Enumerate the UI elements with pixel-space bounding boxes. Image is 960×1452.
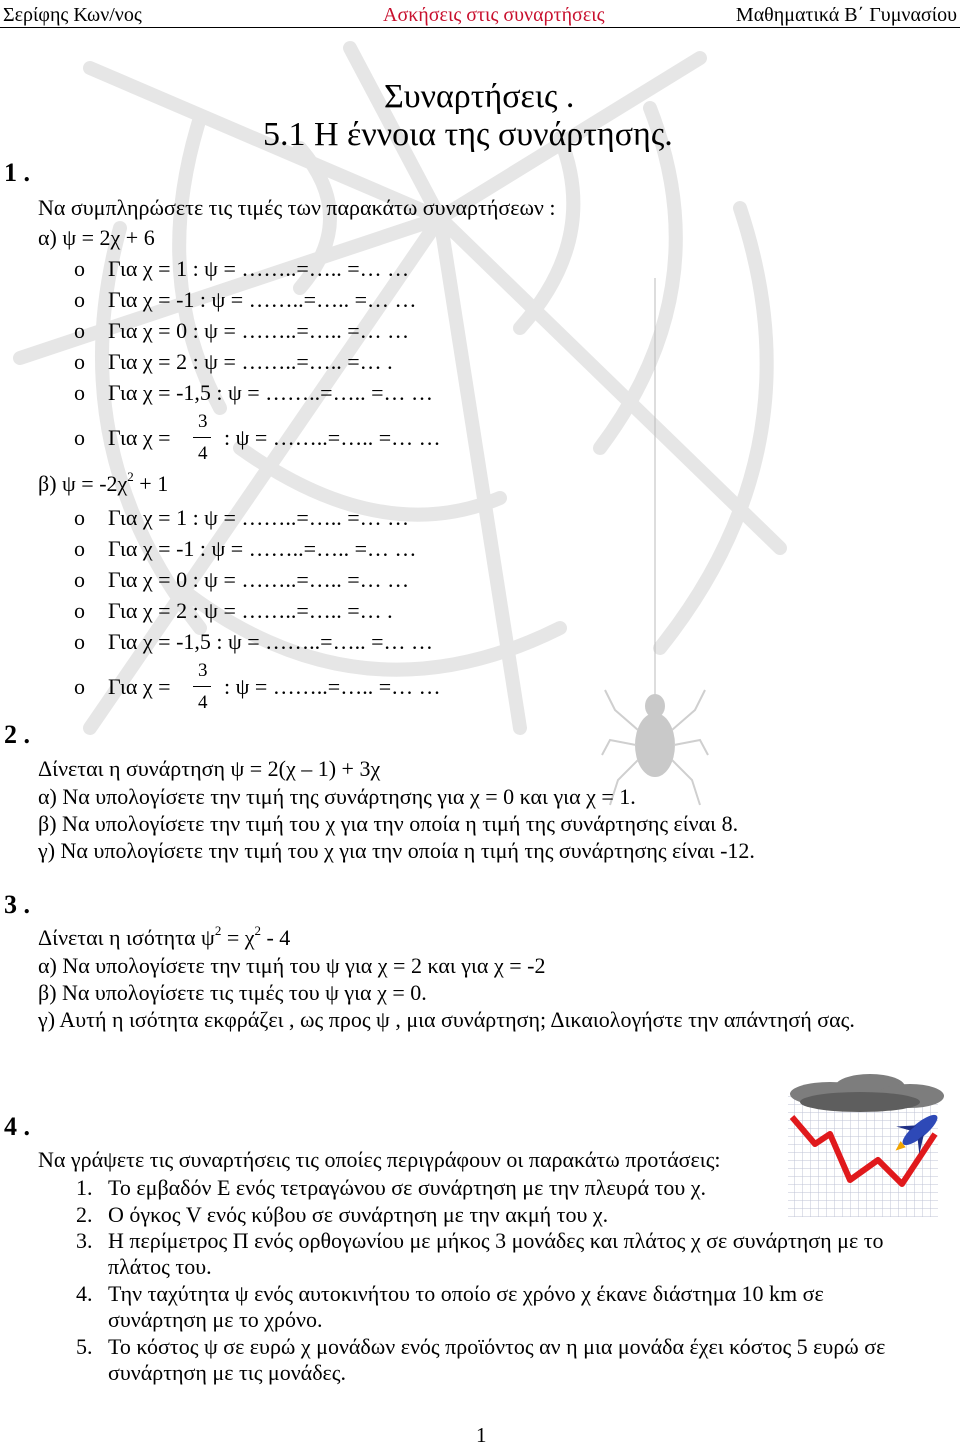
list-item: Για χ = -1 : ψ = ……..=….. =… …: [108, 536, 417, 561]
exercise-4-number: 4 .: [4, 1112, 30, 1141]
fraction-bar: [193, 437, 211, 438]
rising-graph-clipart: [770, 1072, 950, 1222]
exercise-3-part-a: α) Να υπολογίσετε την τιμή του ψ για χ = 2 και για χ = -2: [38, 953, 546, 978]
fraction-item-suffix: : ψ = ……..=….. =… …: [224, 425, 441, 450]
exercise-2-part-c: γ) Να υπολογίσετε την τιμή του χ για την οποία η τιμή της συνάρτησης είναι -12.: [38, 838, 755, 863]
header-topic: Ασκήσεις στις συναρτήσεις: [383, 4, 605, 26]
list-bullet: o: [74, 505, 85, 530]
list-item-continuation: πλάτος του.: [108, 1254, 212, 1279]
list-bullet: o: [74, 425, 85, 450]
list-bullet: o: [74, 256, 85, 281]
header-divider: [0, 27, 960, 28]
list-item: Για χ = 0 : ψ = ……..=….. =… …: [108, 318, 410, 343]
exercise-2-given: Δίνεται η συνάρτηση ψ = 2(χ – 1) + 3χ: [38, 756, 381, 781]
list-number: 3.: [76, 1228, 93, 1253]
fraction-item-prefix: Για χ =: [108, 425, 171, 450]
fraction-denominator: 4: [198, 443, 208, 464]
list-item: Για χ = 0 : ψ = ……..=….. =… …: [108, 567, 410, 592]
list-item: Για χ = -1,5 : ψ = ……..=….. =… …: [108, 380, 433, 405]
list-item: Για χ = -1,5 : ψ = ……..=….. =… …: [108, 629, 433, 654]
list-bullet: o: [74, 380, 85, 405]
list-item: Η περίμετρος Π ενός ορθογωνίου με μήκος 3 μονάδες και πλάτος χ σε συνάρτηση με το: [108, 1228, 884, 1253]
exercise-2-number: 2 .: [4, 720, 30, 749]
section-title: 5.1 Η έννοια της συνάρτησης.: [263, 116, 673, 153]
list-number: 4.: [76, 1281, 93, 1306]
exercise-1-b-label: β) $\psi = -2\chi^2 + 1$: [38, 469, 169, 496]
header-course: Μαθηματικά Β΄ Γυμνασίου: [735, 4, 957, 26]
fraction-numerator: 3: [198, 411, 208, 432]
exercise-2-part-b: β) Να υπολογίσετε την τιμή του χ για την οποία η τιμή της συνάρτησης είναι 8.: [38, 811, 739, 836]
fraction-numerator: 3: [198, 660, 208, 681]
exercise-2-part-a: α) Να υπολογίσετε την τιμή της συνάρτησης για χ = 0 και για χ = 1.: [38, 784, 636, 809]
list-bullet: o: [74, 287, 85, 312]
exercise-3-part-b: β) Να υπολογίσετε τις τιμές του ψ για χ = 0.: [38, 980, 427, 1005]
list-bullet: o: [74, 536, 85, 561]
exercise-4-prompt: Να γράψετε τις συναρτήσεις τις οποίες περιγράφουν οι παρακάτω προτάσεις:: [38, 1147, 721, 1172]
exercise-3-given: Δίνεται η ισότητα $\psi^2 = \chi^2 - 4$: [38, 923, 291, 950]
header-author: Σερίφης Κων/νος: [3, 4, 142, 26]
exercise-3-part-c: γ) Αυτή η ισότητα εκφράζει , ως προς ψ , μια συνάρτηση; Δικαιολογήστε την απάντησή σας.: [38, 1007, 855, 1032]
list-bullet: o: [74, 629, 85, 654]
list-item: Ο όγκος V ενός κύβου σε συνάρτηση με την ακμή του χ.: [108, 1202, 609, 1227]
fraction-denominator: 4: [198, 692, 208, 713]
list-number: 2.: [76, 1202, 93, 1227]
fraction-item-suffix: : ψ = ……..=….. =… …: [224, 674, 441, 699]
exercise-1-a-label: α) ψ = 2χ + 6: [38, 225, 155, 250]
exercise-3-number: 3 .: [4, 890, 30, 919]
list-item: Για χ = 2 : ψ = ……..=….. =… .: [108, 349, 393, 374]
list-bullet: o: [74, 318, 85, 343]
fraction-bar: [193, 686, 211, 687]
list-item: Για χ = 1 : ψ = ……..=….. =… …: [108, 256, 410, 281]
list-bullet: o: [74, 674, 85, 699]
exercise-1-number: 1 .: [4, 158, 30, 187]
page-title: Συναρτήσεις .: [384, 78, 575, 115]
list-bullet: o: [74, 598, 85, 623]
list-number: 5.: [76, 1334, 93, 1359]
list-item: Για χ = 1 : ψ = ……..=….. =… …: [108, 505, 410, 530]
list-item: Για χ = 2 : ψ = ……..=….. =… .: [108, 598, 393, 623]
list-bullet: o: [74, 349, 85, 374]
exercise-1-prompt: Να συμπληρώσετε τις τιμές των παρακάτω συναρτήσεων :: [38, 195, 556, 220]
list-item-continuation: συνάρτηση με τις μονάδες.: [108, 1360, 347, 1385]
list-item: Το κόστος ψ σε ευρώ χ μονάδων ενός προϊόντος αν η μια μονάδα έχει κόστος 5 ευρώ σε: [108, 1334, 886, 1359]
page-number: 1: [476, 1423, 487, 1447]
list-item: Την ταχύτητα ψ ενός αυτοκινήτου το οποίο σε χρόνο χ έκανε διάστημα 10 km σε: [108, 1281, 824, 1306]
list-number: 1.: [76, 1175, 93, 1200]
list-item: Για χ = -1 : ψ = ……..=….. =… …: [108, 287, 417, 312]
list-bullet: o: [74, 567, 85, 592]
list-item: Το εμβαδόν Ε ενός τετραγώνου σε συνάρτηση με την πλευρά του χ.: [108, 1175, 707, 1200]
fraction-item-prefix: Για χ =: [108, 674, 171, 699]
list-item-continuation: συνάρτηση με το χρόνο.: [108, 1307, 323, 1332]
